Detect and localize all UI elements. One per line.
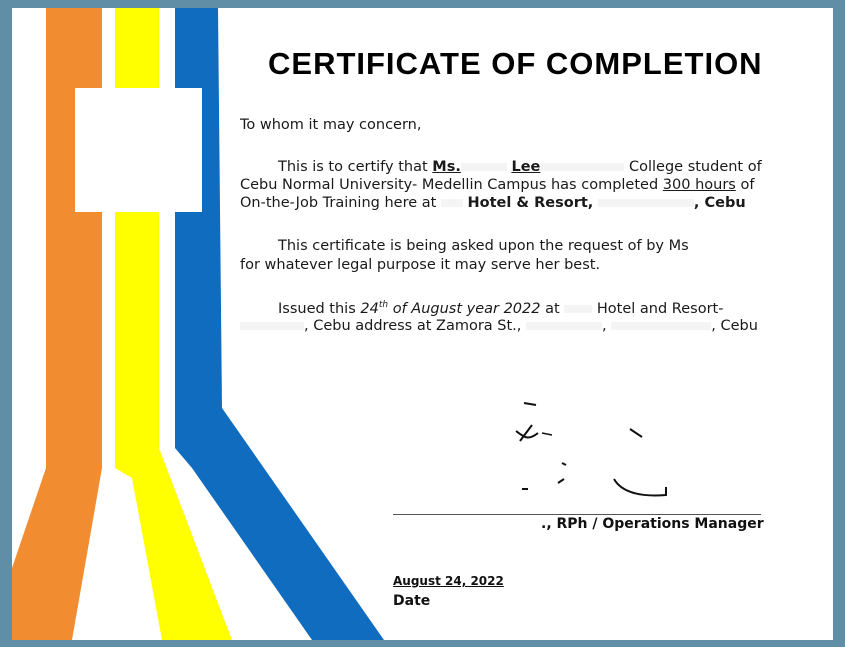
para1-line3-text: On-the-Job Training here at [240,195,437,211]
date-label: Date [393,593,431,609]
para1-line3 [240,195,746,211]
redaction [540,163,624,171]
para3-line1 [278,300,723,317]
certificate-page [12,8,833,640]
redaction [564,305,592,313]
address-part3: , Cebu [711,318,758,334]
student-name-prefix: Ms. [432,159,461,175]
redaction [461,163,507,171]
para1-after-name: College student of [628,159,762,175]
address-part1: , Cebu address at Zamora St., [304,318,522,334]
hotel-city: , Cebu [693,195,746,211]
hours-completed: 300 hours [662,177,736,193]
para1-intro: This is to certify that [278,159,428,175]
signature-image [502,393,692,503]
redaction [611,322,711,330]
issued-text: Issued this [278,300,356,317]
issue-hotel: Hotel and Resort- [596,300,724,317]
signatory-title: ., RPh / Operations Manager [541,516,764,532]
para1-line2-text: Cebu Normal University- Medellin Campus has completed [240,177,659,193]
redaction [240,322,304,330]
issue-at: at [545,300,560,317]
issue-date: August 24, 2022 [393,574,504,588]
issue-month-year: of August year 2022 [392,300,541,317]
address-part2: , [602,318,607,334]
salutation: To whom it may concern, [240,117,422,133]
para2-line1: This certificate is being asked upon the request of by Ms [278,238,689,254]
student-surname: Lee [511,159,541,175]
issue-day: 24 [360,300,379,317]
certificate-title: CERTIFICATE OF COMPLETION [268,46,763,81]
para1-line1 [278,159,762,175]
photo-placeholder [75,88,202,212]
signature-line [393,514,761,515]
redaction [526,322,602,330]
para3-line2 [240,318,758,334]
para2-line2: for whatever legal purpose it may serve her best. [240,257,601,273]
redaction [441,199,463,207]
issue-day-suffix: th [378,300,389,310]
para1-of: of [740,177,755,193]
para1-line2 [240,177,754,193]
redaction [598,199,694,207]
hotel-name: Hotel & Resort, [467,195,594,211]
